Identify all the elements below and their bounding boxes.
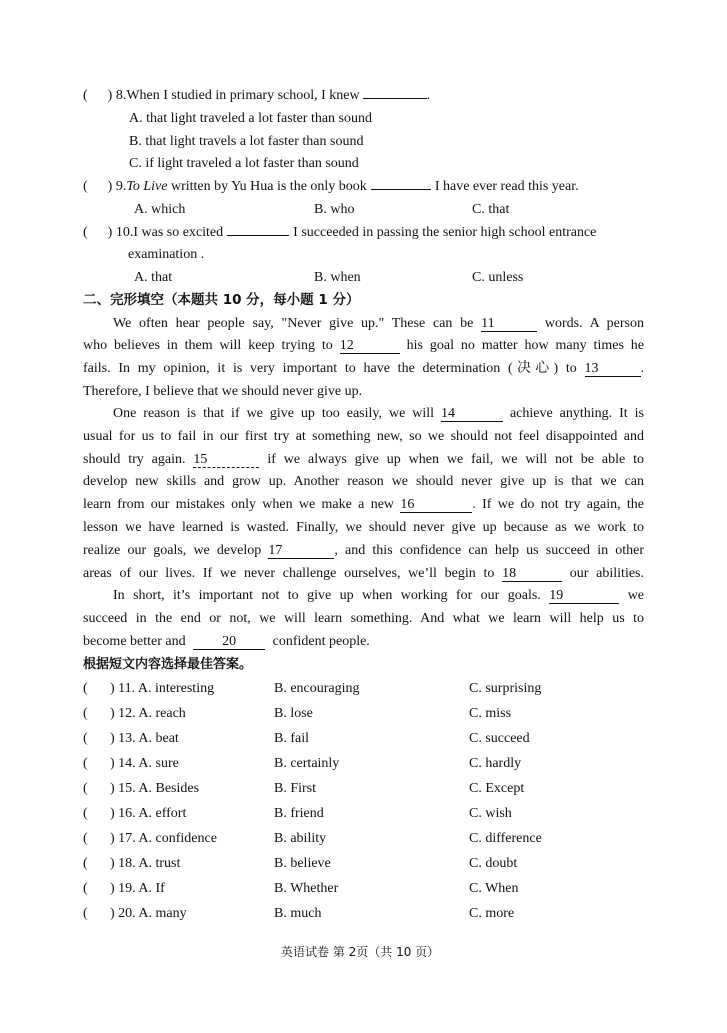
passage-text: become better and xyxy=(83,634,186,649)
answer-paren: ( xyxy=(83,681,88,696)
question-text-end: I have ever read this year. xyxy=(434,179,579,194)
question-9-stem xyxy=(83,178,579,196)
blank-number: 14 xyxy=(441,406,455,421)
question-10-stem-line2: examination . xyxy=(128,247,205,262)
passage-text: if we always give up when we fail, we will not be able to xyxy=(267,452,644,467)
question-text: written by Yu Hua is the only book xyxy=(167,179,367,194)
answer-paren: ( xyxy=(83,781,88,796)
question-number: ) 10. xyxy=(107,225,134,240)
question-option-b: B. certainly xyxy=(274,756,340,771)
answer-paren: ( xyxy=(83,831,88,846)
passage-line xyxy=(83,565,644,583)
question-option-b: B. believe xyxy=(274,856,331,871)
question-option-c: C. Except xyxy=(469,781,525,796)
passage-text: should try again. xyxy=(83,452,186,467)
question-option-c: C. wish xyxy=(469,806,512,821)
blank-number: 19 xyxy=(549,588,564,603)
question-option-b: B. fail xyxy=(274,731,309,746)
question-option-b: B. friend xyxy=(274,806,324,821)
passage-line: Therefore, I believe that we should never give up. xyxy=(83,384,363,399)
question-option-b: B. lose xyxy=(274,706,313,721)
question-option-a: ) 12. A. reach xyxy=(110,706,186,721)
question-text-end: I succeeded in passing the senior high school entrance xyxy=(293,225,597,240)
question-option-b: B. Whether xyxy=(274,881,339,896)
answer-paren: ( xyxy=(83,806,88,821)
option-b: B. who xyxy=(314,202,355,217)
blank-number: 12 xyxy=(339,338,354,353)
option-c: C. if light traveled a lot faster than sound xyxy=(129,156,359,171)
blank-number: 18 xyxy=(502,566,517,581)
question-10-stem xyxy=(83,224,596,242)
passage-line xyxy=(83,451,644,469)
blank-14 xyxy=(441,406,503,422)
question-option-a: ) 14. A. sure xyxy=(110,756,179,771)
passage-line xyxy=(83,496,644,514)
question-option-c: C. difference xyxy=(469,831,542,846)
question-option-c: C. succeed xyxy=(469,731,530,746)
blank-11 xyxy=(481,316,537,332)
passage-text: his goal no matter how many times he xyxy=(406,338,644,353)
question-number: ) 9. xyxy=(107,179,127,194)
passage-line xyxy=(113,405,644,423)
answer-paren: ( xyxy=(83,731,88,746)
section-title: 二、完形填空（本题共 10 分，每小题 1 分） xyxy=(83,292,360,308)
passage-text: . If we do not try again, the xyxy=(472,497,644,512)
question-option-a: ) 17. A. confidence xyxy=(110,831,217,846)
blank-number: 20 xyxy=(222,634,237,649)
passage-text: In short, it’s important not to give up when working for our goals. xyxy=(113,588,541,603)
question-option-c: C. surprising xyxy=(469,681,542,696)
blank-15 xyxy=(193,452,259,468)
passage-line xyxy=(83,337,644,355)
question-option-a: ) 15. A. Besides xyxy=(110,781,200,796)
blank-number: 16 xyxy=(400,497,415,512)
passage-text: realize our goals, we develop xyxy=(83,543,262,558)
answer-paren: ( xyxy=(83,88,88,103)
passage-line: succeed in the end or not, we will learn something. And what we learn will help us to xyxy=(83,611,644,626)
answer-blank xyxy=(363,98,427,99)
blank-number: 13 xyxy=(584,361,599,376)
passage-text: fails. In my opinion, it is very important to have the determination (决心) to xyxy=(83,361,577,376)
answer-paren: ( xyxy=(83,706,88,721)
book-title: To Live xyxy=(126,179,168,194)
page-footer: 英语试卷 第 2页（共 10 页） xyxy=(281,945,440,959)
passage-text: words. A person xyxy=(544,316,644,331)
question-option-c: C. When xyxy=(469,881,519,896)
option-a: A. that xyxy=(134,270,173,285)
question-option-c: C. hardly xyxy=(469,756,522,771)
question-option-b: B. encouraging xyxy=(274,681,360,696)
passage-text: , and this confidence can help us succeed in other xyxy=(334,543,644,558)
blank-17 xyxy=(268,543,334,559)
answer-paren: ( xyxy=(83,881,88,896)
section-instruction: 根据短文内容选择最佳答案。 xyxy=(83,657,253,672)
passage-text: learn from our mistakes only when we make a new xyxy=(83,497,395,512)
question-option-c: C. more xyxy=(469,906,515,921)
passage-line xyxy=(83,633,370,651)
question-option-b: B. First xyxy=(274,781,317,796)
passage-line xyxy=(83,360,644,378)
blank-number: 17 xyxy=(268,543,283,558)
blank-number: 15 xyxy=(193,452,208,467)
blank-16 xyxy=(400,497,472,513)
question-text-end: . xyxy=(426,88,431,103)
option-c: C. that xyxy=(472,202,510,217)
question-option-c: C. miss xyxy=(469,706,512,721)
blank-13 xyxy=(585,361,641,377)
passage-text: we xyxy=(627,588,644,603)
question-option-a: ) 20. A. many xyxy=(110,906,187,921)
blank-18 xyxy=(502,566,562,582)
passage-text: We often hear people say, "Never give up." These can be xyxy=(113,316,474,331)
question-option-a: ) 18. A. trust xyxy=(110,856,181,871)
question-option-c: C. doubt xyxy=(469,856,518,871)
passage-text: achieve anything. It is xyxy=(509,406,644,421)
option-a: A. that light traveled a lot faster than sound xyxy=(129,111,372,126)
passage-line xyxy=(113,315,644,333)
answer-paren: ( xyxy=(83,856,88,871)
question-text: When I studied in primary school, I knew xyxy=(126,88,360,103)
answer-blank xyxy=(227,235,289,236)
blank-number: 11 xyxy=(481,316,495,331)
passage-text: areas of our lives. If we never challenge ourselves, we’ll begin to xyxy=(83,566,495,581)
question-number: ) 8. xyxy=(107,88,127,103)
blank-20 xyxy=(193,634,265,650)
passage-line: develop new skills and grow up. Another reason we should never give up is that we can xyxy=(83,474,644,489)
passage-line: lesson we have learned is wasted. Finally, we should never give up because as we work to xyxy=(83,520,644,535)
question-option-a: ) 16. A. effort xyxy=(110,806,187,821)
passage-line xyxy=(113,587,644,605)
question-text: I was so excited xyxy=(133,225,224,240)
option-a: A. which xyxy=(134,202,186,217)
blank-12 xyxy=(340,338,400,354)
answer-paren: ( xyxy=(83,225,88,240)
question-option-a: ) 13. A. beat xyxy=(110,731,179,746)
answer-paren: ( xyxy=(83,179,88,194)
question-option-a: ) 11. A. interesting xyxy=(110,681,215,696)
answer-blank xyxy=(371,189,431,190)
answer-paren: ( xyxy=(83,756,88,771)
question-option-a: ) 19. A. If xyxy=(110,881,165,896)
passage-text: who believes in them will keep trying to xyxy=(83,338,333,353)
option-b: B. when xyxy=(314,270,361,285)
passage-text: . xyxy=(640,361,644,376)
answer-paren: ( xyxy=(83,906,88,921)
option-b: B. that light travels a lot faster than sound xyxy=(129,134,364,149)
passage-line: usual for us to fail in our first try at something new, so we should not feel disappointed and xyxy=(83,429,644,444)
question-option-b: B. much xyxy=(274,906,322,921)
passage-line xyxy=(83,542,644,560)
question-option-b: B. ability xyxy=(274,831,327,846)
blank-19 xyxy=(549,588,619,604)
passage-text: our abilities. xyxy=(569,566,644,581)
question-8-stem xyxy=(83,87,430,105)
passage-text: confident people. xyxy=(272,634,370,649)
option-c: C. unless xyxy=(472,270,524,285)
passage-text: One reason is that if we give up too easily, we will xyxy=(113,406,435,421)
